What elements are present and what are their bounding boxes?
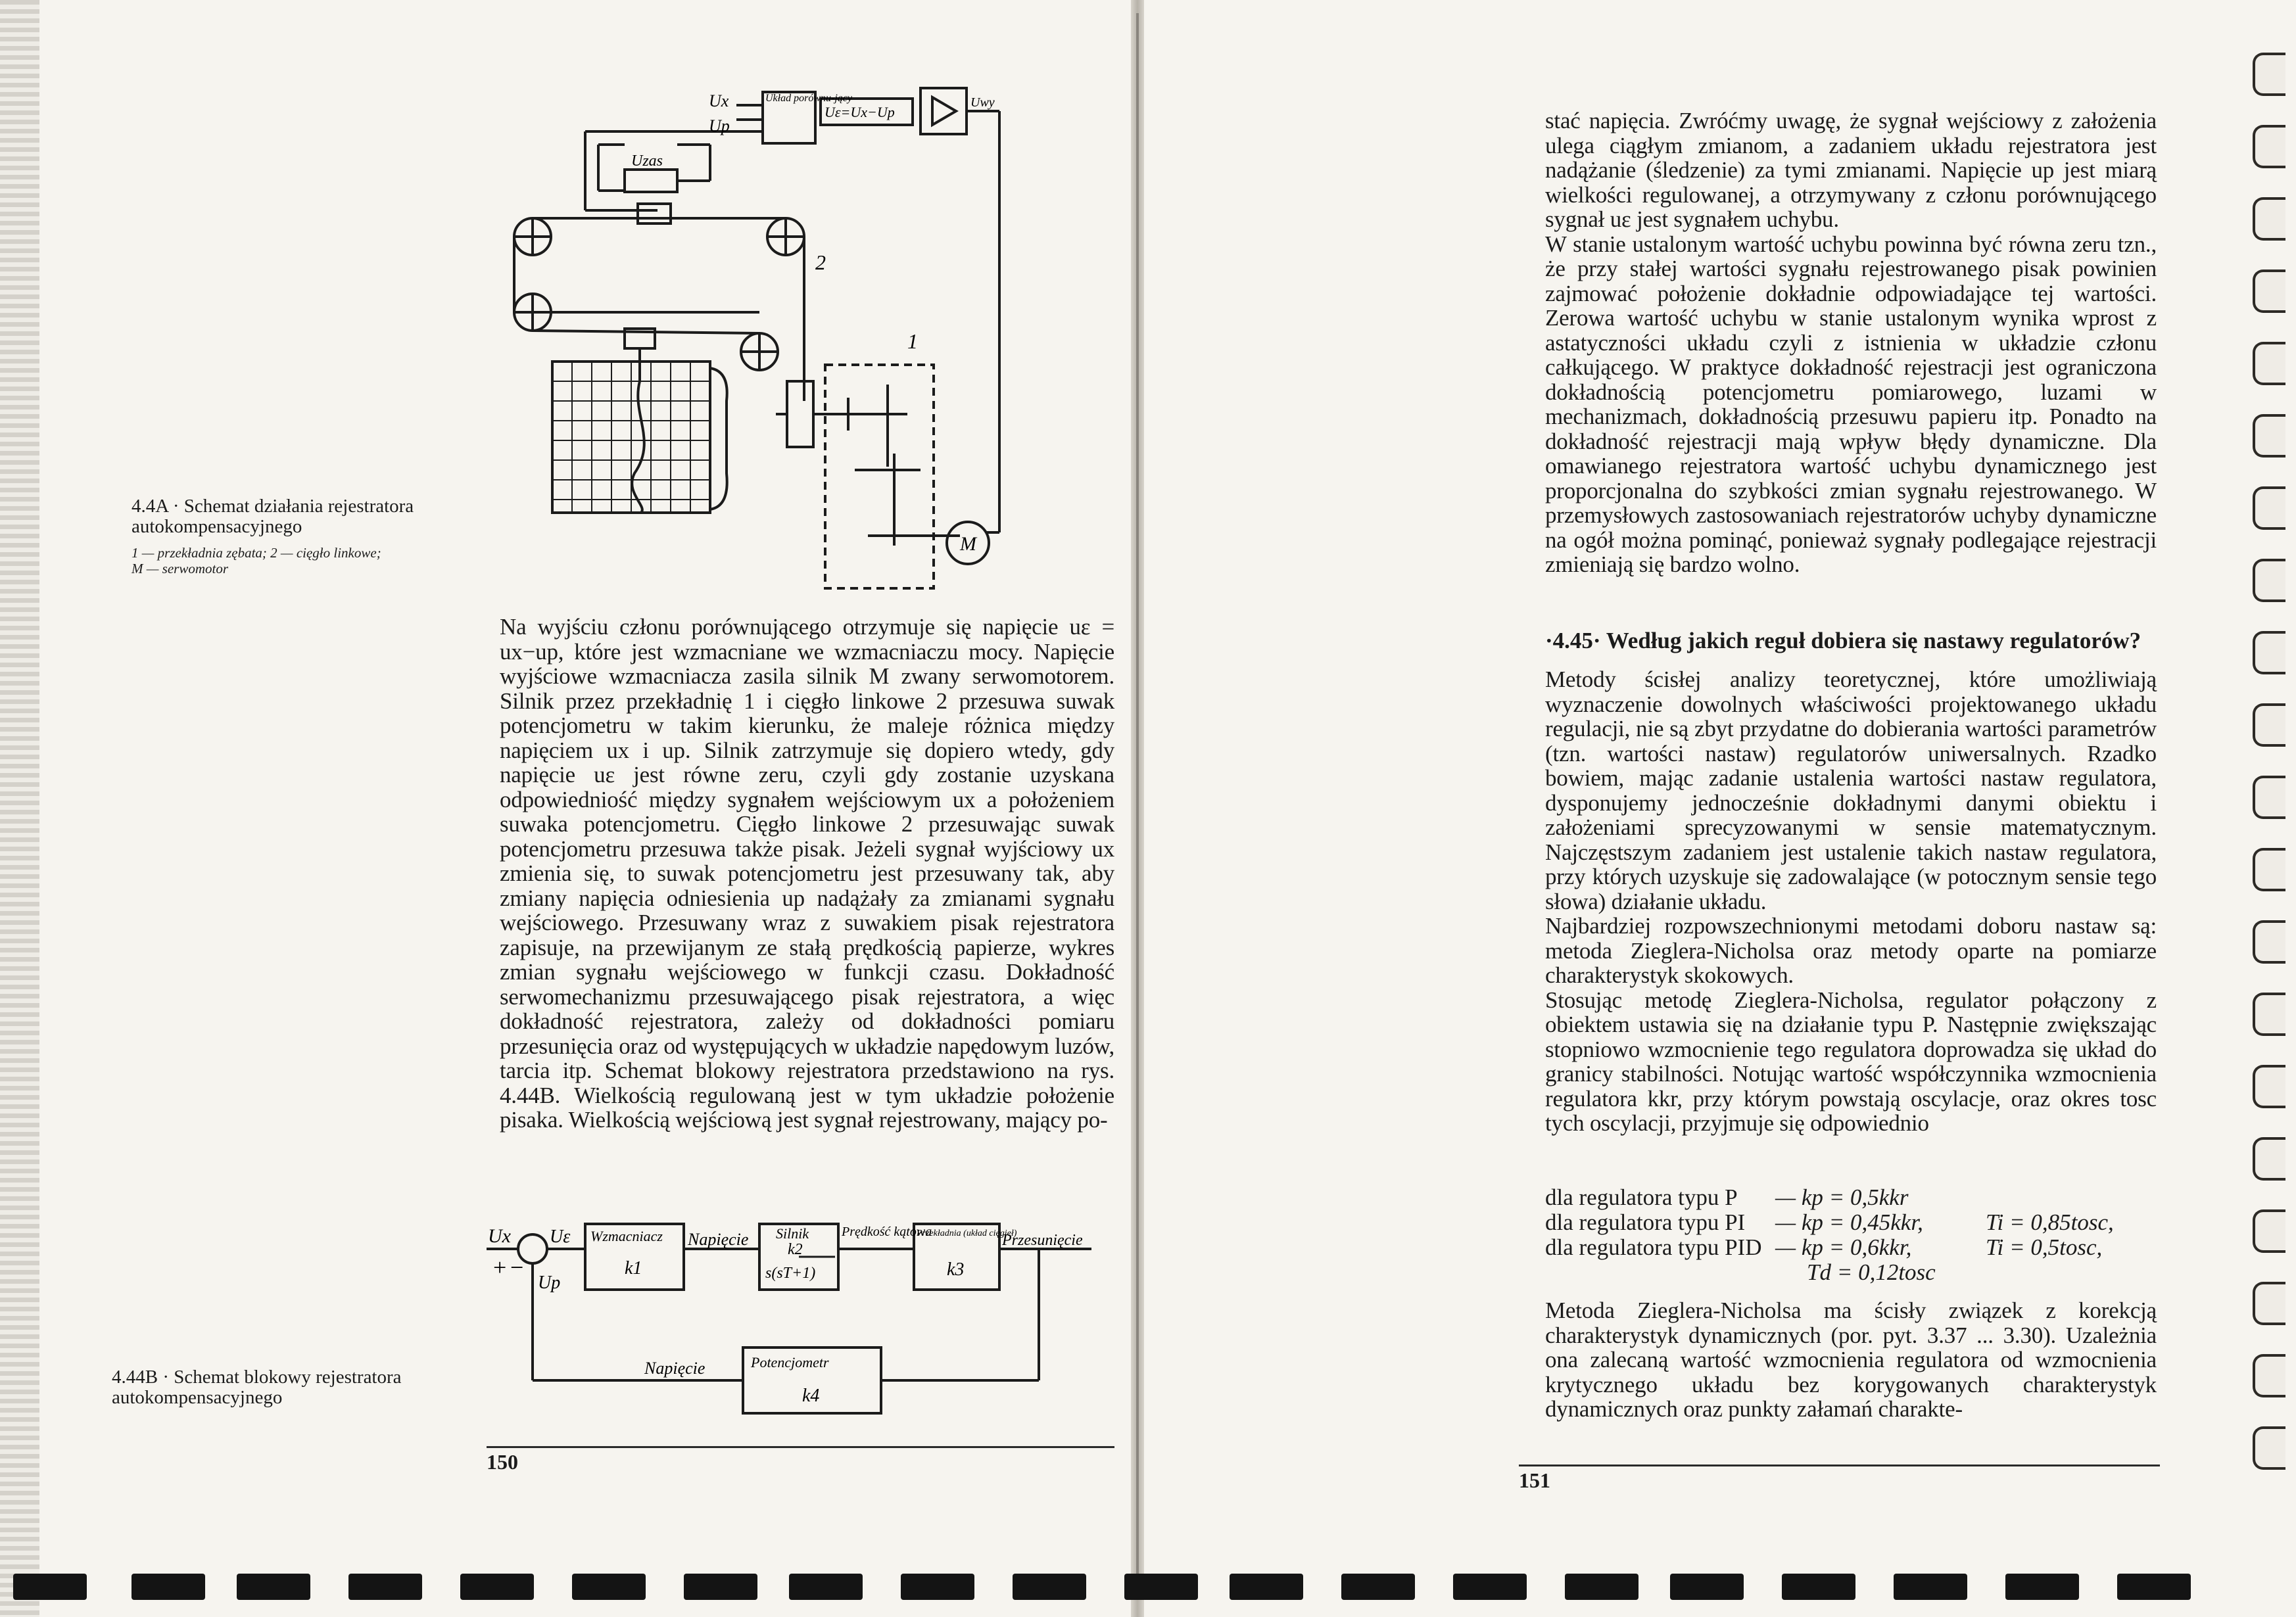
fig-a-label-diff: Uε=Ux−Up <box>825 104 895 120</box>
formula-label-pi: dla regulatora typu PI <box>1545 1209 1746 1235</box>
page-footer-rule-right <box>1519 1465 2160 1466</box>
fig-b-ue: Uε <box>550 1227 571 1247</box>
fig-b-up: Up <box>538 1273 561 1293</box>
fig-a-label-2: 2 <box>815 250 826 274</box>
fig-b-predkosc: Prędkość kątowa <box>842 1225 932 1239</box>
fig-a-label-ux: Ux <box>709 91 729 110</box>
fig-b-przesuniecie: Przesunięcie <box>1002 1232 1083 1249</box>
fig-b-k2-den: s(sT+1) <box>765 1265 816 1282</box>
fig-b-k2: k2 <box>788 1241 803 1258</box>
right-paragraph-1: stać napięcia. Zwróćmy uwagę, że sygnał wejściowy z założenia ulega ciągłym zmianom, a zadaniem układu rejestratora jest nadążanie (śledzenie) za tymi zmianami. Napięcie up jest miarą wielkości regulowanej, a otrzymywany z członu porównującego sygnał uε jest sygnałem uchybu. <box>1545 108 2157 232</box>
page-number-right: 151 <box>1519 1468 1550 1492</box>
formula-ti-pid: Ti = 0,5tosc, <box>1986 1234 2103 1260</box>
right-paragraph-5: Stosując metodę Zieglera-Nicholsa, regulator połączony z obiektem ustawia się na działanie typu P. Następnie zwiększając stopniowo wzmocnienie tego regulatora doprowadza się układ do granicy stabilności. Notując wartość współczynnika wzmocnienia regulatora kkr, przy którym powstają oscylacje, oraz okres tosc tych oscylacji, przyjmuje się odpowiednio <box>1545 987 2157 1136</box>
fig-a-label-motor: M <box>960 533 976 555</box>
fig-b-k1: k1 <box>625 1258 642 1278</box>
section-heading-4-45: ·4.45· Według jakich reguł dobiera się nastawy regulatorów? <box>1545 628 2141 653</box>
right-paragraph-3: Metody ścisłej analizy teoretycznej, które umożliwiają wyznaczenie dowolnych właściwości projektowanego układu regulacji, nie są zbyt przydatne do dobierania wartości parametrów (tzn. wartości nastaw) regulatorów uniwersalnych. Rzadko bowiem, mając zadanie ustalenia wartości nastaw regulatora, dysponujemy jednocześnie dokładnymi danymi obiektu i założeniami sprecyzowanymi w sensie matematycznym. Najczęstszym zadaniem jest ustalenie takich nastaw regulatora, przy których uzyskuje się zadowalające (w potocznym sensie tego słowa) działanie układu. <box>1545 667 2157 914</box>
fig-a-label-up: Up <box>709 116 730 135</box>
fig-b-ux: Ux <box>488 1225 511 1247</box>
figure-4-44a-legend-line2: M — serwomotor <box>132 561 229 576</box>
fig-a-label-1: 1 <box>907 329 918 353</box>
figure-4-44a-diagram <box>500 72 1052 598</box>
body-text-right-top <box>1545 108 2157 577</box>
figure-4-44a-caption: 4.4A · Schemat działania rejestratora autokompensacyjnego <box>132 496 414 537</box>
left-page <box>0 0 1131 1617</box>
body-text-right-bottom <box>1545 1298 2157 1422</box>
body-paragraph: Na wyjściu członu porównującego otrzymuje się napięcie uε = ux−up, które jest wzmacniane we wzmacniaczu mocy. Napięcie wyjściowe wzmacniacza zasila silnik M zwany serwomotorem. Silnik przez przekładnię 1 i cięgło linkowe 2 przesuwa suwak potencjometru w takim kierunku, że maleje różnica między napięciem ux i up. Silnik zatrzymuje się dopiero wtedy, gdy napięcie uε jest równe zeru, czyli gdy zostanie uzyskana odpowiedniość między sygnałem wejściowym ux a położeniem suwaka potencjometru. Cięgło linkowe 2 przesuwając suwak potencjometru przesuwa także pisak. Jeżeli sygnał wyjściowy ux zmienia się, to suwak potencjometru jest przesuwany tak, aby zmiany napięcia odniesienia up nadążały za zmianami sygnału wejściowego. Przesuwany wraz z suwakiem pisak rejestratora zapisuje, na przewijanym ze stałą prędkością papierze, wykres zmian sygnału wejściowego w funkcji czasu. Dokładność serwomechanizmu przesuwającego pisak rejestratora, a więc dokładność rejestratora, zależy od dokładności pomiaru przesunięcia oraz od występujących w układzie napędowym luzów, tarcia itp. Schemat blokowy rejestratora przedstawiono na rys. 4.44B. Wielkością regulowaną jest w tym układzie położenie pisaka. Wielkością wejściową jest sygnał rejestrowany, mający po- <box>500 614 1114 1133</box>
right-paragraph-4: Najbardziej rozpowszechnionymi metodami doboru nastaw są: metoda Zieglera-Nicholsa oraz metody oparte na pomiarze charakterystyk skokowych. <box>1545 913 2157 988</box>
fig-b-plus: + <box>493 1254 507 1280</box>
formula-label-pid: dla regulatora typu PID <box>1545 1234 1762 1260</box>
right-paragraph-6: Metoda Zieglera-Nicholsa ma ścisły związek z korekcją charakterystyk dynamicznych (por. pyt. 3.37 ... 3.30). Uzależnia ona zalecaną wartość wzmocnienia regulatora od wzmocnienia krytycznego układu bez korygowanych charakterystyk dynamicznych oraz punkty załamań charakte- <box>1545 1298 2157 1422</box>
formula-ti-pi: Ti = 0,85tosc, <box>1986 1209 2114 1235</box>
fig-b-potencjometr: Potencjometr <box>751 1354 829 1371</box>
figure-4-44b-caption: 4.44B · Schemat blokowy rejestratora autokompensacyjnego <box>112 1367 402 1408</box>
page-edge-left <box>0 0 39 1617</box>
right-page <box>1144 0 2296 1617</box>
fig-a-label-uklad: Układ porównu-jący <box>765 93 852 104</box>
fig-b-silnik: Silnik <box>776 1225 809 1242</box>
fig-b-wzmacniacz: Wzmacniacz <box>590 1228 663 1244</box>
formula-kp-pid: — kp = 0,6kkr, <box>1775 1234 1912 1260</box>
page-edge-tabs <box>2171 0 2296 1617</box>
body-text-right-middle <box>1545 667 2157 1136</box>
fig-a-label-uzas: Uzas <box>631 152 663 170</box>
formula-kp-pi: — kp = 0,45kkr, <box>1775 1209 1923 1235</box>
fig-a-label-uwy: Uwy <box>970 95 995 110</box>
page-number-left: 150 <box>487 1450 518 1474</box>
fig-b-przekladnia: Przekładnia (układ cięgieł) <box>917 1229 1017 1238</box>
fig-b-k4: k4 <box>802 1386 820 1406</box>
fig-b-napiecie2: Napięcie <box>644 1359 706 1378</box>
right-paragraph-2: W stanie ustalonym wartość uchybu powinna być równa zeru tzn., że przy stałej wartości sygnału rejestrowanego pisak powinien zajmować położenie dokładnie odpowiadające tej wartości. Zerowa wartość uchybu w stanie ustalonym wynika wprost z astatyczności układu czyli z istnienia w układzie członu całkującego. W praktyce dokładność rejestracji jest ograniczona dokładnością potencjometru pomiarowego, luzami w mechanizmach, dokładnością przesuwu papieru itp. Ponadto na dokładność rejestracji mają wpływ błędy dynamiczne. Dla omawianego rejestratora wartość uchybu dynamicznego jest proporcjonalna do szybkości zmian sygnału rejestrowanego. W przemysłowych zastosowaniach rejestratorów uchyby dynamiczne na ogół można pominąć, ponieważ sygnały podlegające rejestracji zmieniają się bardzo wolno. <box>1545 231 2157 577</box>
body-text-left <box>500 615 1114 1133</box>
page-footer-rule <box>487 1446 1114 1448</box>
scan-bottom-marks <box>0 1557 2296 1617</box>
fig-b-napiecie: Napięcie <box>688 1230 749 1249</box>
figure-4-44a-legend-line1: 1 — przekładnia zębata; 2 — cięgło linkowe; <box>132 545 381 561</box>
formula-td-pid: Td = 0,12tosc <box>1807 1259 1936 1285</box>
fig-b-k3: k3 <box>947 1259 965 1280</box>
gutter-fold-line <box>1136 13 1139 1591</box>
formula-label-p: dla regulatora typu P <box>1545 1184 1738 1210</box>
fig-b-minus: − <box>510 1254 524 1280</box>
figure-4-44b-diagram <box>487 1209 1118 1426</box>
formula-kp-p: — kp = 0,5kkr <box>1775 1184 1909 1210</box>
